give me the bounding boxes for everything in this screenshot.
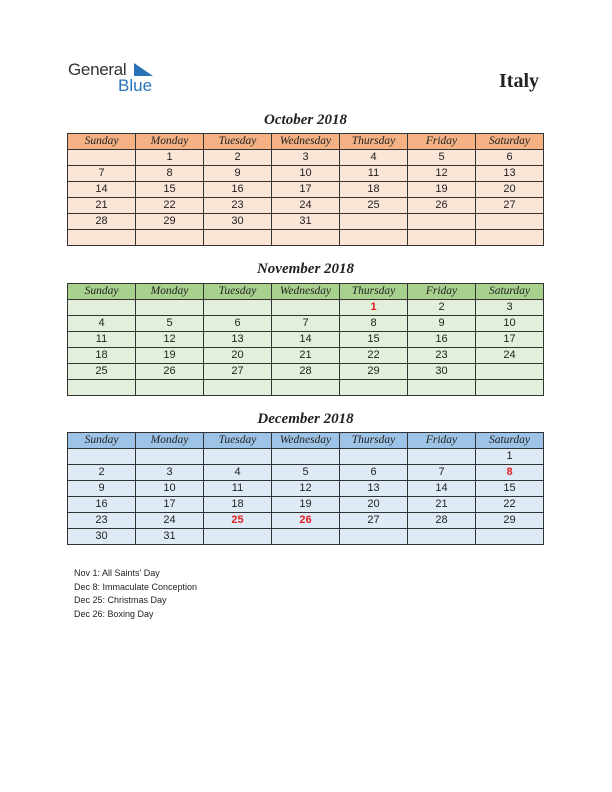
day-cell: 6 bbox=[204, 316, 272, 332]
day-cell: 8 bbox=[476, 465, 544, 481]
day-cell: 23 bbox=[204, 198, 272, 214]
day-cell: 2 bbox=[408, 300, 476, 316]
month-title-december: December 2018 bbox=[257, 411, 354, 427]
day-cell: 2 bbox=[204, 150, 272, 166]
day-cell bbox=[68, 449, 136, 465]
day-cell: 4 bbox=[340, 150, 408, 166]
day-cell: 9 bbox=[68, 481, 136, 497]
day-cell: 5 bbox=[136, 316, 204, 332]
day-cell: 1 bbox=[476, 449, 544, 465]
week-row bbox=[68, 348, 544, 364]
weekday-header: Monday bbox=[136, 433, 204, 449]
day-cell: 4 bbox=[204, 465, 272, 481]
week-row bbox=[68, 166, 544, 182]
day-cell: 22 bbox=[476, 497, 544, 513]
weekday-header: Monday bbox=[136, 134, 204, 150]
day-cell bbox=[204, 300, 272, 316]
weekday-header: Wednesday bbox=[272, 433, 340, 449]
weekday-header: Thursday bbox=[340, 433, 408, 449]
day-cell: 7 bbox=[272, 316, 340, 332]
day-cell bbox=[272, 300, 340, 316]
day-cell: 11 bbox=[340, 166, 408, 182]
day-cell: 23 bbox=[408, 348, 476, 364]
day-cell: 2 bbox=[68, 465, 136, 481]
week-row bbox=[68, 380, 544, 396]
day-cell: 25 bbox=[340, 198, 408, 214]
weekday-header: Monday bbox=[136, 284, 204, 300]
week-row bbox=[68, 497, 544, 513]
day-cell: 5 bbox=[272, 465, 340, 481]
day-cell: 15 bbox=[476, 481, 544, 497]
day-cell: 25 bbox=[68, 364, 136, 380]
day-cell bbox=[272, 529, 340, 545]
day-cell: 11 bbox=[204, 481, 272, 497]
day-cell bbox=[68, 230, 136, 246]
week-row bbox=[68, 150, 544, 166]
week-row bbox=[68, 332, 544, 348]
day-cell: 30 bbox=[68, 529, 136, 545]
calendar-november bbox=[67, 283, 544, 396]
day-cell: 9 bbox=[408, 316, 476, 332]
day-cell bbox=[340, 214, 408, 230]
day-cell: 27 bbox=[476, 198, 544, 214]
day-cell: 3 bbox=[136, 465, 204, 481]
day-cell: 26 bbox=[408, 198, 476, 214]
day-cell bbox=[204, 380, 272, 396]
day-cell: 10 bbox=[476, 316, 544, 332]
day-cell bbox=[340, 449, 408, 465]
day-cell: 18 bbox=[340, 182, 408, 198]
week-row bbox=[68, 481, 544, 497]
weekday-header: Sunday bbox=[68, 433, 136, 449]
day-cell bbox=[68, 380, 136, 396]
day-cell bbox=[136, 230, 204, 246]
day-cell: 3 bbox=[272, 150, 340, 166]
weekday-header: Saturday bbox=[476, 284, 544, 300]
day-cell: 14 bbox=[272, 332, 340, 348]
day-cell: 8 bbox=[340, 316, 408, 332]
day-cell bbox=[476, 230, 544, 246]
day-cell: 19 bbox=[408, 182, 476, 198]
day-cell: 21 bbox=[272, 348, 340, 364]
month-title-october: October 2018 bbox=[264, 112, 347, 128]
day-cell: 30 bbox=[204, 214, 272, 230]
day-cell: 16 bbox=[408, 332, 476, 348]
weekday-header: Tuesday bbox=[204, 284, 272, 300]
week-row bbox=[68, 316, 544, 332]
day-cell: 18 bbox=[204, 497, 272, 513]
day-cell: 6 bbox=[340, 465, 408, 481]
holiday-note: Dec 25: Christmas Day bbox=[74, 595, 167, 605]
country-title: Italy bbox=[499, 70, 539, 92]
weekday-header: Tuesday bbox=[204, 134, 272, 150]
day-cell: 24 bbox=[272, 198, 340, 214]
day-cell: 1 bbox=[136, 150, 204, 166]
week-row bbox=[68, 364, 544, 380]
weekday-header: Friday bbox=[408, 433, 476, 449]
weekday-header: Friday bbox=[408, 284, 476, 300]
day-cell: 27 bbox=[204, 364, 272, 380]
calendar-december bbox=[67, 432, 544, 545]
day-cell: 17 bbox=[272, 182, 340, 198]
day-cell: 16 bbox=[204, 182, 272, 198]
day-cell bbox=[136, 449, 204, 465]
weekday-header-row bbox=[68, 134, 544, 150]
day-cell: 6 bbox=[476, 150, 544, 166]
day-cell bbox=[476, 364, 544, 380]
day-cell: 21 bbox=[408, 497, 476, 513]
day-cell: 20 bbox=[476, 182, 544, 198]
day-cell: 19 bbox=[272, 497, 340, 513]
day-cell: 26 bbox=[136, 364, 204, 380]
day-cell: 13 bbox=[340, 481, 408, 497]
day-cell: 30 bbox=[408, 364, 476, 380]
day-cell: 29 bbox=[136, 214, 204, 230]
day-cell bbox=[204, 529, 272, 545]
day-cell: 4 bbox=[68, 316, 136, 332]
weekday-header: Sunday bbox=[68, 134, 136, 150]
weekday-header: Saturday bbox=[476, 134, 544, 150]
day-cell: 3 bbox=[476, 300, 544, 316]
day-cell: 28 bbox=[272, 364, 340, 380]
day-cell bbox=[272, 449, 340, 465]
day-cell: 15 bbox=[136, 182, 204, 198]
day-cell: 28 bbox=[68, 214, 136, 230]
day-cell: 10 bbox=[136, 481, 204, 497]
day-cell: 12 bbox=[136, 332, 204, 348]
day-cell: 22 bbox=[136, 198, 204, 214]
day-cell: 11 bbox=[68, 332, 136, 348]
day-cell: 28 bbox=[408, 513, 476, 529]
day-cell bbox=[204, 449, 272, 465]
day-cell bbox=[408, 449, 476, 465]
week-row bbox=[68, 300, 544, 316]
week-row bbox=[68, 214, 544, 230]
day-cell: 7 bbox=[408, 465, 476, 481]
day-cell: 14 bbox=[408, 481, 476, 497]
day-cell: 20 bbox=[340, 497, 408, 513]
day-cell: 21 bbox=[68, 198, 136, 214]
month-title-november: November 2018 bbox=[256, 261, 355, 277]
weekday-header-row bbox=[68, 284, 544, 300]
day-cell: 14 bbox=[68, 182, 136, 198]
day-cell: 27 bbox=[340, 513, 408, 529]
day-cell bbox=[408, 214, 476, 230]
weekday-header: Tuesday bbox=[204, 433, 272, 449]
day-cell bbox=[272, 230, 340, 246]
day-cell: 13 bbox=[476, 166, 544, 182]
day-cell bbox=[476, 380, 544, 396]
day-cell bbox=[68, 300, 136, 316]
week-row bbox=[68, 513, 544, 529]
week-row bbox=[68, 449, 544, 465]
day-cell: 16 bbox=[68, 497, 136, 513]
day-cell bbox=[68, 150, 136, 166]
day-cell: 17 bbox=[476, 332, 544, 348]
weekday-header: Thursday bbox=[340, 284, 408, 300]
day-cell: 19 bbox=[136, 348, 204, 364]
day-cell bbox=[408, 529, 476, 545]
weekday-header: Sunday bbox=[68, 284, 136, 300]
day-cell: 12 bbox=[272, 481, 340, 497]
day-cell: 1 bbox=[340, 300, 408, 316]
day-cell bbox=[136, 380, 204, 396]
day-cell: 18 bbox=[68, 348, 136, 364]
weekday-header: Wednesday bbox=[272, 134, 340, 150]
day-cell: 10 bbox=[272, 166, 340, 182]
day-cell: 15 bbox=[340, 332, 408, 348]
day-cell: 22 bbox=[340, 348, 408, 364]
day-cell bbox=[340, 529, 408, 545]
day-cell bbox=[204, 230, 272, 246]
weekday-header: Friday bbox=[408, 134, 476, 150]
day-cell: 12 bbox=[408, 166, 476, 182]
calendar-october bbox=[67, 133, 544, 246]
week-row bbox=[68, 230, 544, 246]
weekday-header: Thursday bbox=[340, 134, 408, 150]
day-cell bbox=[340, 230, 408, 246]
logo-text-general: General bbox=[68, 60, 127, 79]
holiday-note: Dec 26: Boxing Day bbox=[74, 608, 154, 619]
week-row bbox=[68, 182, 544, 198]
week-row bbox=[68, 529, 544, 545]
day-cell: 31 bbox=[136, 529, 204, 545]
day-cell bbox=[340, 380, 408, 396]
day-cell: 8 bbox=[136, 166, 204, 182]
holiday-notes bbox=[74, 567, 197, 621]
day-cell: 24 bbox=[476, 348, 544, 364]
day-cell: 20 bbox=[204, 348, 272, 364]
holiday-note: Nov 1: All Saints' Day bbox=[74, 568, 160, 578]
day-cell bbox=[476, 529, 544, 545]
logo-triangle-icon bbox=[134, 63, 154, 77]
day-cell bbox=[272, 380, 340, 396]
holiday-note: Dec 8: Immaculate Conception bbox=[74, 581, 198, 592]
day-cell bbox=[408, 230, 476, 246]
generalblue-logo bbox=[68, 60, 168, 96]
day-cell: 7 bbox=[68, 166, 136, 182]
day-cell: 23 bbox=[68, 513, 136, 529]
logo-text-blue: Blue bbox=[118, 76, 153, 95]
weekday-header-row bbox=[68, 433, 544, 449]
day-cell bbox=[136, 300, 204, 316]
weekday-header: Wednesday bbox=[272, 284, 340, 300]
day-cell bbox=[476, 214, 544, 230]
week-row bbox=[68, 465, 544, 481]
weekday-header: Saturday bbox=[476, 433, 544, 449]
day-cell: 29 bbox=[340, 364, 408, 380]
day-cell: 24 bbox=[136, 513, 204, 529]
day-cell: 5 bbox=[408, 150, 476, 166]
day-cell: 31 bbox=[272, 214, 340, 230]
day-cell: 29 bbox=[476, 513, 544, 529]
week-row bbox=[68, 198, 544, 214]
day-cell: 17 bbox=[136, 497, 204, 513]
day-cell bbox=[408, 380, 476, 396]
day-cell: 26 bbox=[272, 513, 340, 529]
day-cell: 25 bbox=[204, 513, 272, 529]
day-cell: 13 bbox=[204, 332, 272, 348]
day-cell: 9 bbox=[204, 166, 272, 182]
